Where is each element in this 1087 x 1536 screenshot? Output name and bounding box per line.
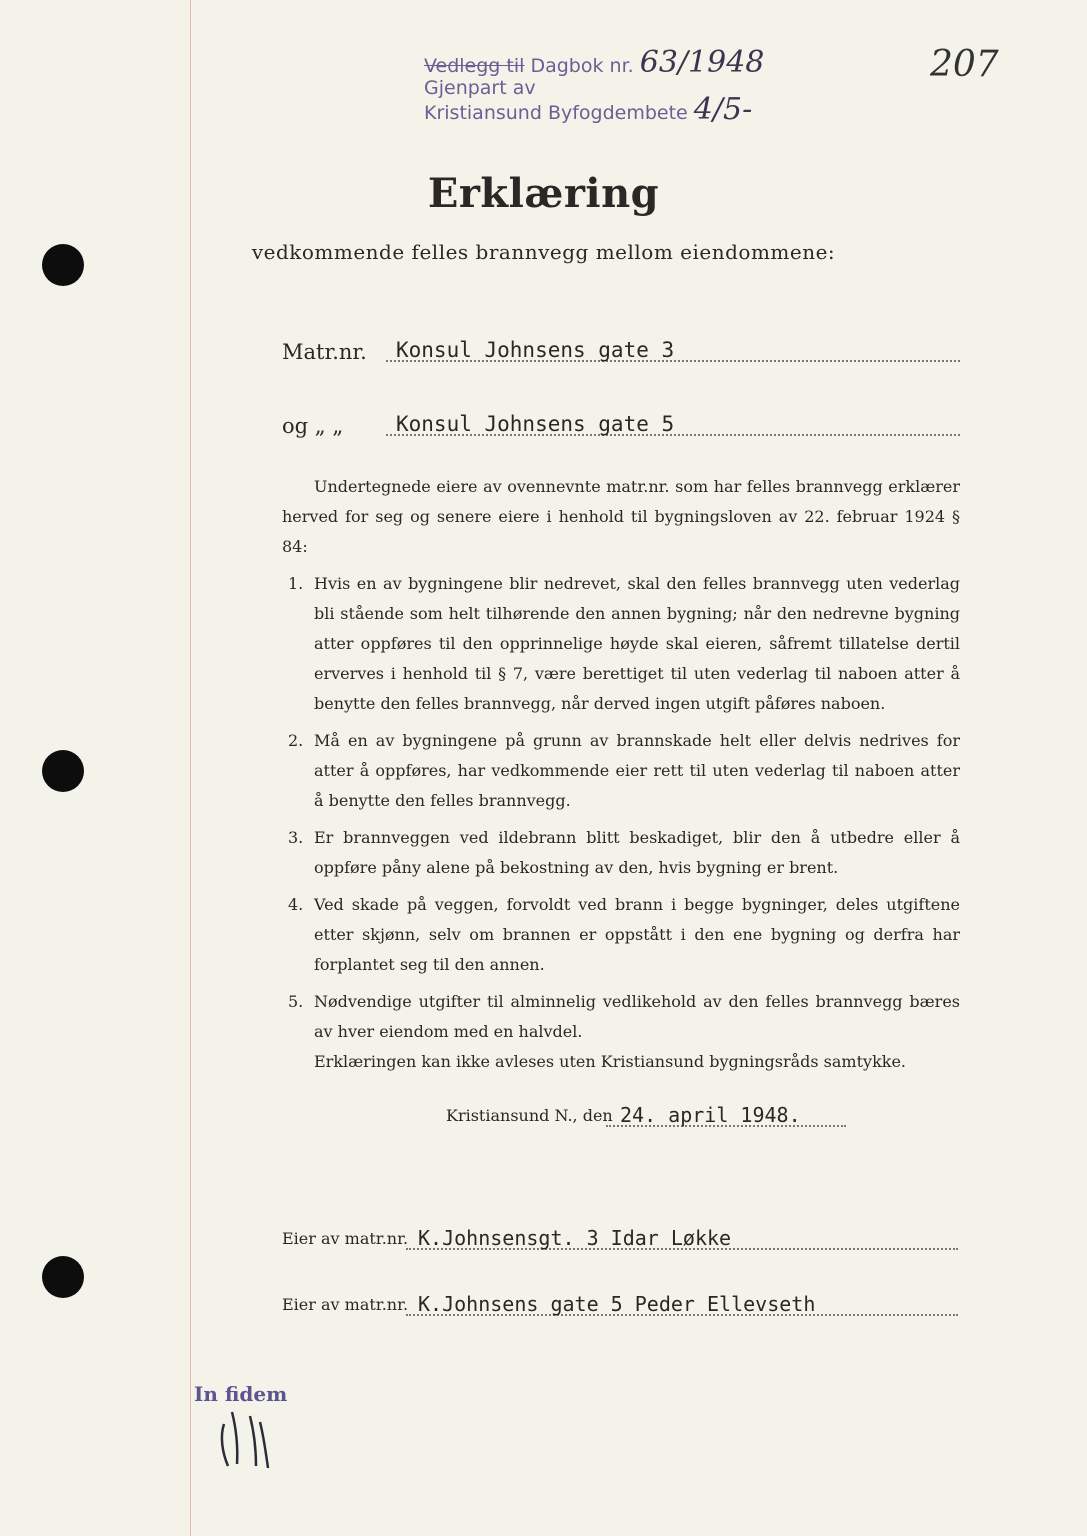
stamp-dagbok-label: Dagbok nr. bbox=[530, 55, 634, 77]
og-label: og „ „ bbox=[282, 414, 344, 438]
clause-4 bbox=[282, 890, 960, 980]
owner-line-1 bbox=[282, 1218, 958, 1252]
place-label: Kristiansund N., den bbox=[446, 1106, 613, 1125]
clause-text: Må en av bygningene på grunn av brannskade helt eller delvis nedrives for atter å oppføres, har vedkommende eier rett til uten vederlag til naboen atter å benytte den felles brannvegg. bbox=[314, 731, 960, 810]
stamp-struck-text: Vedlegg til bbox=[424, 55, 525, 77]
date-line bbox=[446, 1095, 846, 1129]
clause-text: Nødvendige utgifter til alminnelig vedlikehold av den felles brannvegg bæres av hver eiendom med en halvdel. bbox=[314, 992, 960, 1041]
matr-label: Matr.nr. bbox=[282, 340, 367, 364]
owner-value: K.Johnsensgt. 3 Idar Løkke bbox=[418, 1226, 732, 1250]
clause-text: Hvis en av bygningene blir nedrevet, skal den felles brannvegg uten vederlag bli stående som helt tilhørende den annen bygning; når den nedrevne bygning atter oppføres til den opprinnelige høyde skal eieren, såfremt tillatelse dertil erverves i henhold til § 7, være berettiget til uten vederlag til naboen atter å benytte den felles brannvegg, når derved ingen utgift påføres naboen. bbox=[314, 574, 960, 713]
handwritten-initials bbox=[210, 1402, 290, 1472]
stamp-line-gjenpart: Gjenpart av bbox=[424, 77, 536, 99]
og-value: Konsul Johnsens gate 5 bbox=[396, 412, 675, 436]
margin-line bbox=[190, 0, 191, 1536]
clause-number: 2. bbox=[288, 731, 304, 750]
clause-text: Er brannveggen ved ildebrann blitt beskadiget, blir den å utbedre eller å oppføre påny alene på bekostning av den, hvis bygning er brent. bbox=[314, 828, 960, 877]
intro-paragraph: Undertegnede eiere av ovennevnte matr.nr. som har felles brannvegg erklærer herved for seg og senere eiere i henhold til bygningsloven av 22. februar 1924 § 84: bbox=[282, 477, 960, 556]
document-title: Erklæring bbox=[427, 170, 660, 217]
closing-sentence: Erklæringen kan ikke avleses uten Kristiansund bygningsråds samtykke. bbox=[314, 1052, 907, 1071]
matr-field bbox=[282, 330, 960, 364]
clause-number: 4. bbox=[288, 895, 304, 914]
clause-1 bbox=[282, 569, 960, 719]
clause-number: 1. bbox=[288, 574, 304, 593]
document-subtitle: vedkommende felles brannvegg mellom eiendommene: bbox=[251, 240, 836, 264]
clause-text: Ved skade på veggen, forvoldt ved brann i begge bygninger, deles utgiftene etter skjønn, selv om brannen er oppstått i den ene bygning og derfra har forplantet seg til den annen. bbox=[314, 895, 960, 974]
dagbok-number: 63/1948 bbox=[639, 45, 765, 80]
clause-number: 5. bbox=[288, 992, 304, 1011]
matr-value: Konsul Johnsens gate 3 bbox=[396, 338, 675, 362]
stamp-date-note: 4/5- bbox=[693, 92, 753, 127]
punch-hole bbox=[42, 1256, 84, 1298]
owner-value: K.Johnsens gate 5 Peder Ellevseth bbox=[418, 1292, 816, 1316]
owner-label: Eier av matr.nr. bbox=[282, 1229, 409, 1248]
declaration-body bbox=[282, 472, 960, 1077]
clause-2 bbox=[282, 726, 960, 816]
page-number: 207 bbox=[930, 44, 999, 85]
owner-line-2 bbox=[282, 1284, 958, 1318]
clause-3 bbox=[282, 823, 960, 883]
owner-label: Eier av matr.nr. bbox=[282, 1295, 409, 1314]
clause-number: 3. bbox=[288, 828, 304, 847]
clause-5 bbox=[282, 987, 960, 1047]
stamp-line-office: Kristiansund Byfogdembete bbox=[424, 102, 688, 124]
punch-hole bbox=[42, 750, 84, 792]
og-field bbox=[282, 404, 960, 438]
in-fidem-stamp: In fidem bbox=[194, 1382, 288, 1406]
date-value: 24. april 1948. bbox=[620, 1103, 801, 1127]
registry-stamp bbox=[424, 45, 765, 127]
